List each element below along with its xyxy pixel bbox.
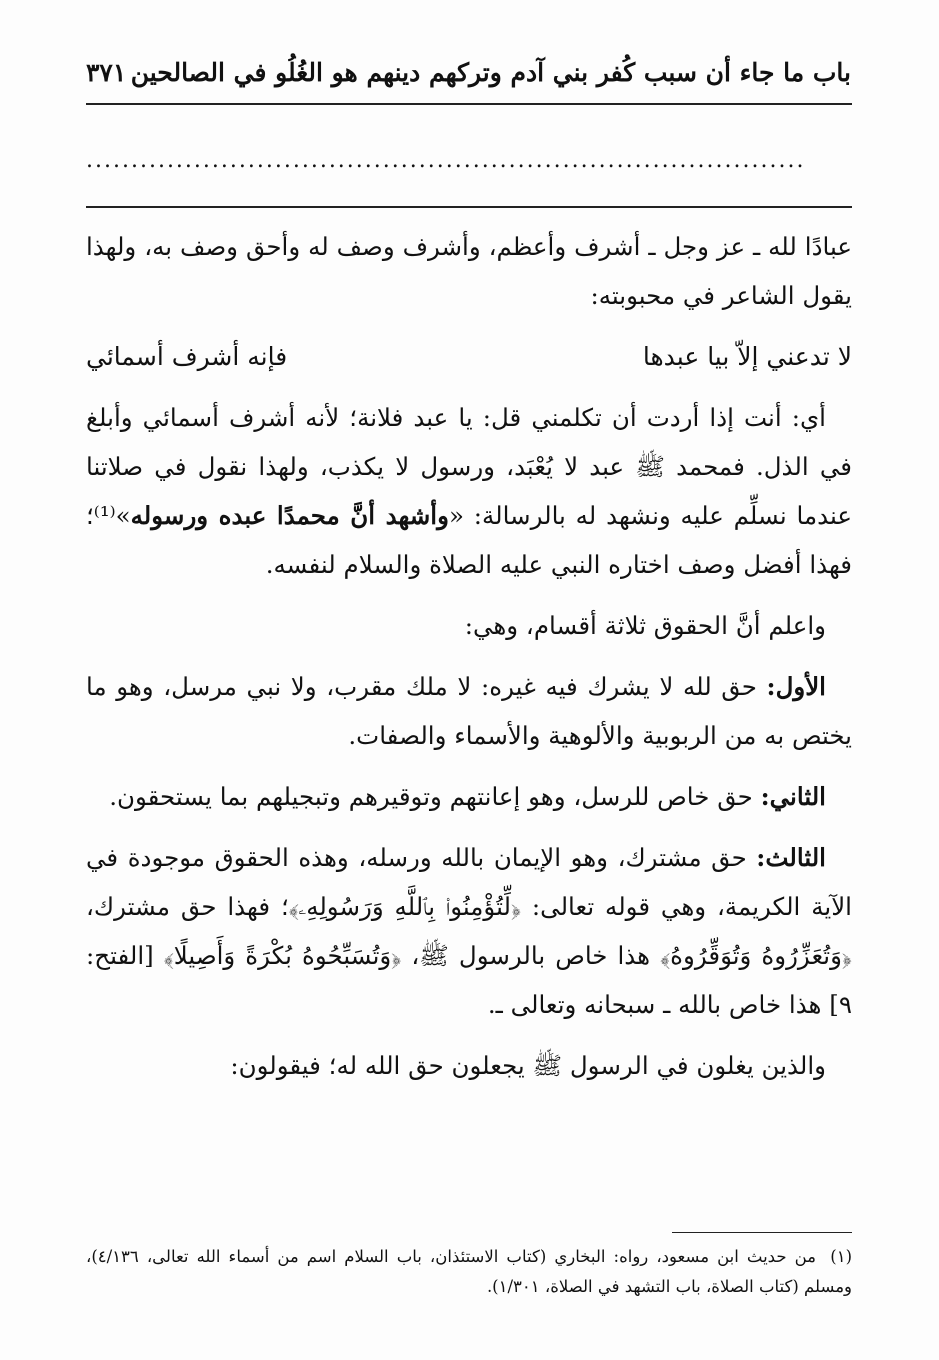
text-run: »⁽¹⁾؛ فهذا أفضل وصف اختاره النبي عليه الصلاة والسلام لنفسه. <box>86 501 852 579</box>
section-label: الثاني: <box>760 782 826 811</box>
text-run: أي: أنت إذا أردت أن تكلمني قل: يا عبد فلانة؛ لأنه أشرف أسمائي وأبلغ في الذل. فمحمد ﷺ عبد لا يُعْبَد، ورسول لا يكذب، ولهذا نقول في صلاتنا عندما نسلِّم عليه ونشهد له بالرسالة: « <box>86 403 852 530</box>
main-text <box>86 222 852 1090</box>
footnote-text: من حديث ابن مسعود، رواه: البخاري (كتاب الاستئذان، باب السلام اسم من أسماء الله تعالى، ٤/١٣٦)، ومسلم (كتاب الصلاة، باب التشهد في الصلاة، ١/٣٠١). <box>86 1247 852 1296</box>
section-rule <box>86 206 852 208</box>
section-label: الثالث: <box>756 843 826 872</box>
text-run: حق خاص للرسل، وهو إعانتهم وتوقيرهم وتبجيلهم بما يستحقون. <box>109 782 761 811</box>
page-header <box>86 52 851 98</box>
poetry-verse <box>86 332 852 381</box>
footnote <box>86 1242 852 1302</box>
paragraph <box>86 772 852 821</box>
omission-dots: ................................................................................ <box>86 148 806 173</box>
paragraph <box>86 662 852 760</box>
paragraph: واعلم أنَّ الحقوق ثلاثة أقسام، وهي: <box>464 611 826 640</box>
text-run: حق مشترك، وهو الإيمان بالله ورسله، وهذه الحقوق موجودة في الآية الكريمة، وهي قوله تعالى: ﴿لِّتُؤْمِنُوا۟ بِٱللَّهِ وَرَسُولِهِۦ﴾؛ فهذا حق مشترك، ﴿وَتُعَزِّرُوهُ وَتُوَقِّرُوهُ﴾ هذا خاص بالرسول ﷺ، ﴿وَتُسَبِّحُوهُ بُكْرَةً وَأَصِيلًا﴾ [الفتح: ٩] هذا خاص بالله ـ سبحانه وتعالى ـ. <box>86 843 852 1019</box>
verse-second-hemistich: فإنه أشرف أسمائي <box>86 342 288 371</box>
page-number: ٣٧١ <box>86 58 127 87</box>
paragraph: والذين يغلون في الرسول ﷺ يجعلون حق الله له؛ فيقولون: <box>230 1051 826 1080</box>
paragraph: عبادًا لله ـ عز وجل ـ أشرف وأعظم، وأشرف وصف له وأحق وصف به، ولهذا يقول الشاعر في محبوبته: <box>86 232 852 310</box>
footnote-number: (١) <box>830 1247 852 1266</box>
chapter-title: باب ما جاء أن سبب كُفر بني آدم وتركهم دينهم هو الغُلُو في الصالحين <box>130 58 851 87</box>
paragraph <box>86 393 852 589</box>
verse-first-hemistich: لا تدعني إلاّ بيا عبدها <box>642 342 852 371</box>
text-run: حق لله لا يشرك فيه غيره: لا ملك مقرب، ولا نبي مرسل، وهو ما يختص به من الربوبية والألوهية والأسماء والصفات. <box>86 672 852 750</box>
paragraph <box>86 833 852 1029</box>
footnote-rule <box>672 1232 852 1233</box>
bold-quote: وأشهد أنَّ محمدًا عبده ورسوله <box>130 501 449 530</box>
header-rule <box>86 103 852 105</box>
section-label: الأول: <box>766 672 826 701</box>
